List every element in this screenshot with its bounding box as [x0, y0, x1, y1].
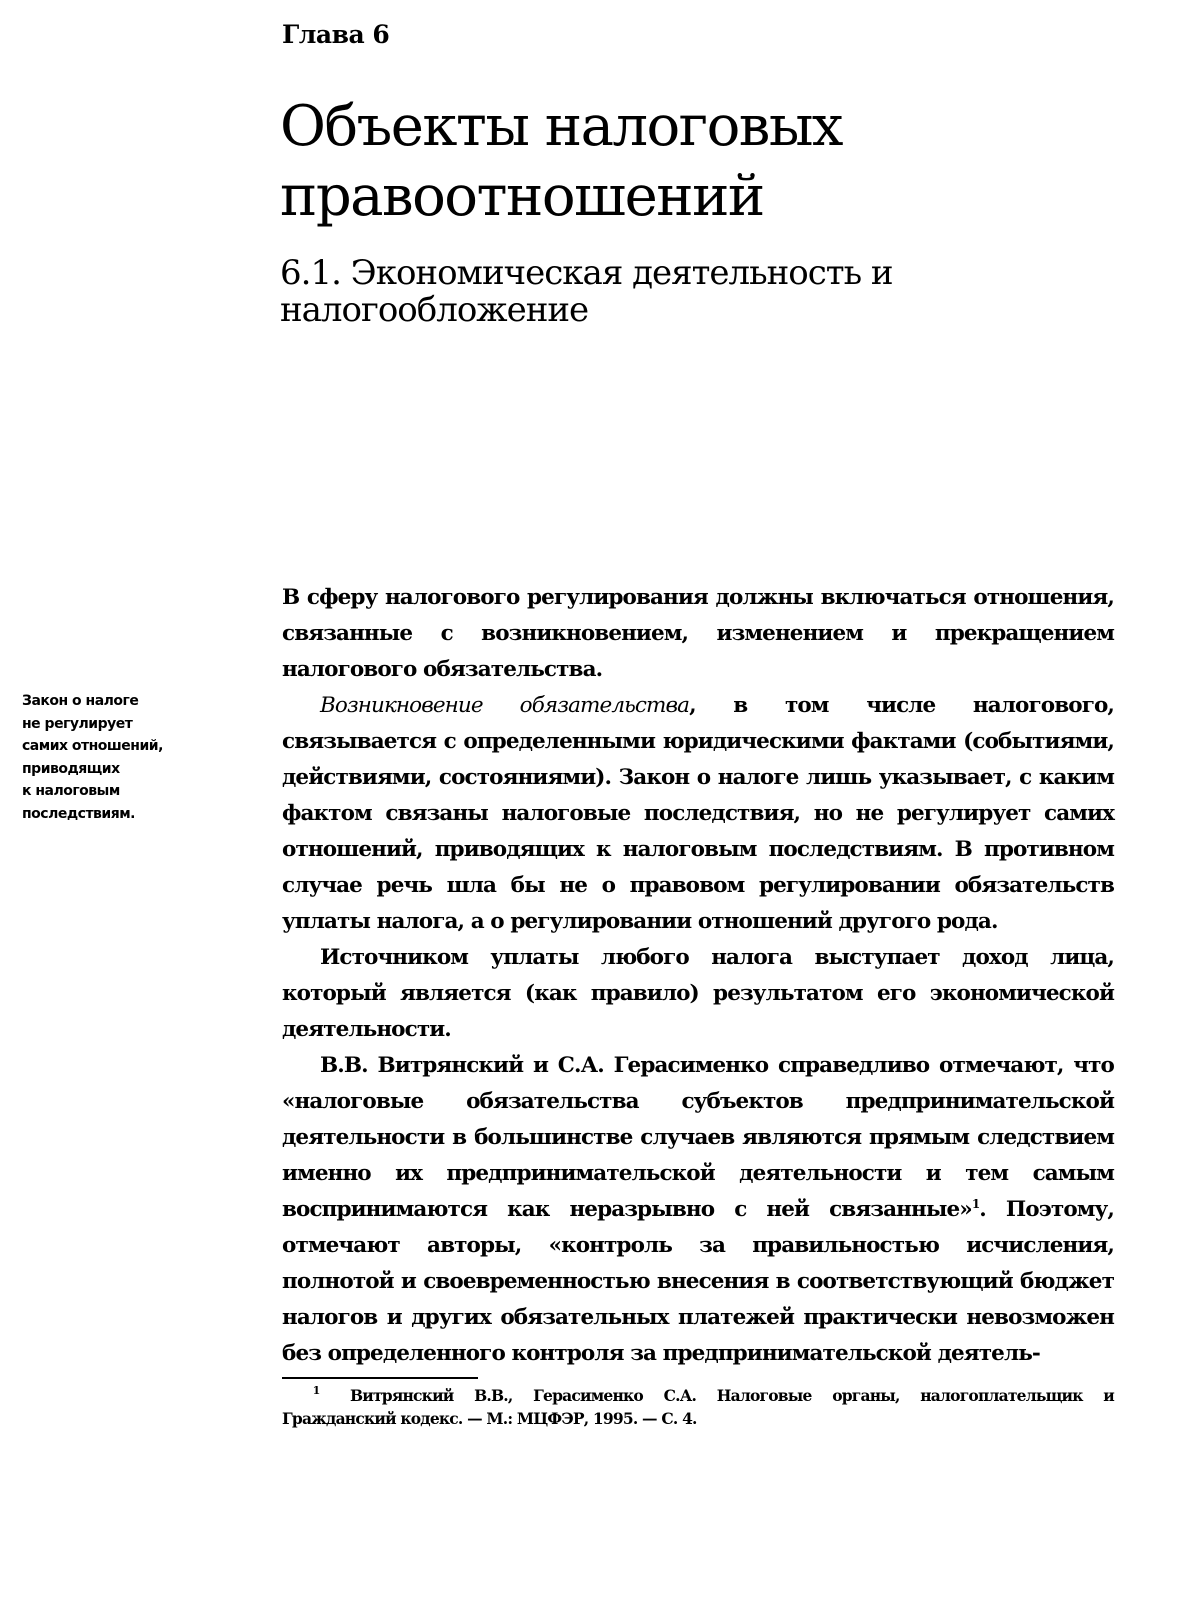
margin-note-line: к налоговым	[22, 783, 120, 799]
paragraph-2	[282, 688, 1114, 940]
paragraph-1: В сферу налогового регулирования должны включаться отношения, связанные с возникновением, изменением и прекращением налогового обязательства.	[282, 585, 1114, 682]
margin-note	[22, 690, 222, 825]
paragraph-2-text: , в том числе налогового, связывается с определенными юридическими фактами (событиями, действиями, состояниями). Закон о налоге лишь указывает, с каким фактом связаны налоговые последствия, но не регулирует самих отношений, приводящих к налоговым последствиям. В противном случае речь шла бы не о правовом регулировании обязательств уплаты налога, а о регулировании отношений другого рода.	[282, 693, 1114, 934]
chapter-label: Глава 6	[282, 20, 390, 49]
margin-note-line: приводящих	[22, 760, 120, 777]
margin-note-line: не регулирует	[22, 715, 133, 732]
chapter-title: Объекты налоговых правоотношений	[280, 94, 842, 229]
footnote-text: Витрянский В.В., Герасименко С.А. Налоговые органы, налогоплательщик и Гражданский кодекс. — М.: МЦФЭР, 1995. — С. 4.	[282, 1386, 1114, 1428]
paragraph-4-text: В.В. Витрянский и С.А. Герасименко справедливо отмечают, что «налоговые обязательства субъектов предпринимательской деятельности в большинстве случаев являются прямым следствием именно их предпринимательской деятельности и тем самым воспринимаются как неразрывно с ней связанные»	[282, 1053, 1114, 1222]
emphasis-term: Возникновение обязательства	[320, 693, 690, 718]
margin-note-line: Закон о налоге	[22, 693, 139, 709]
paragraph-3: Источником уплаты любого налога выступает доход лица, который является (как правило) результатом его экономической деятельности.	[282, 945, 1114, 1042]
section-title: 6.1. Экономическая деятельность и налогообложение	[280, 253, 893, 330]
margin-note-line: последствиям.	[22, 805, 135, 822]
footnote-divider	[282, 1377, 478, 1379]
footnote-reference[interactable]: 1	[971, 1196, 980, 1211]
paragraph-4	[282, 1048, 1114, 1372]
paragraph-4-continuation: . Поэтому, отмечают авторы, «контроль за правильностью исчисления, полнотой и своевременностью внесения в соответствующий бюджет налогов и других обязательных платежей практически невозможен без определенного контроля за предпринимательской деятель-	[282, 1197, 1114, 1366]
body-text	[282, 580, 1114, 1372]
footnote	[282, 1384, 1114, 1430]
footnote-mark: 1	[312, 1384, 320, 1397]
margin-note-line: самих отношений,	[22, 738, 163, 754]
